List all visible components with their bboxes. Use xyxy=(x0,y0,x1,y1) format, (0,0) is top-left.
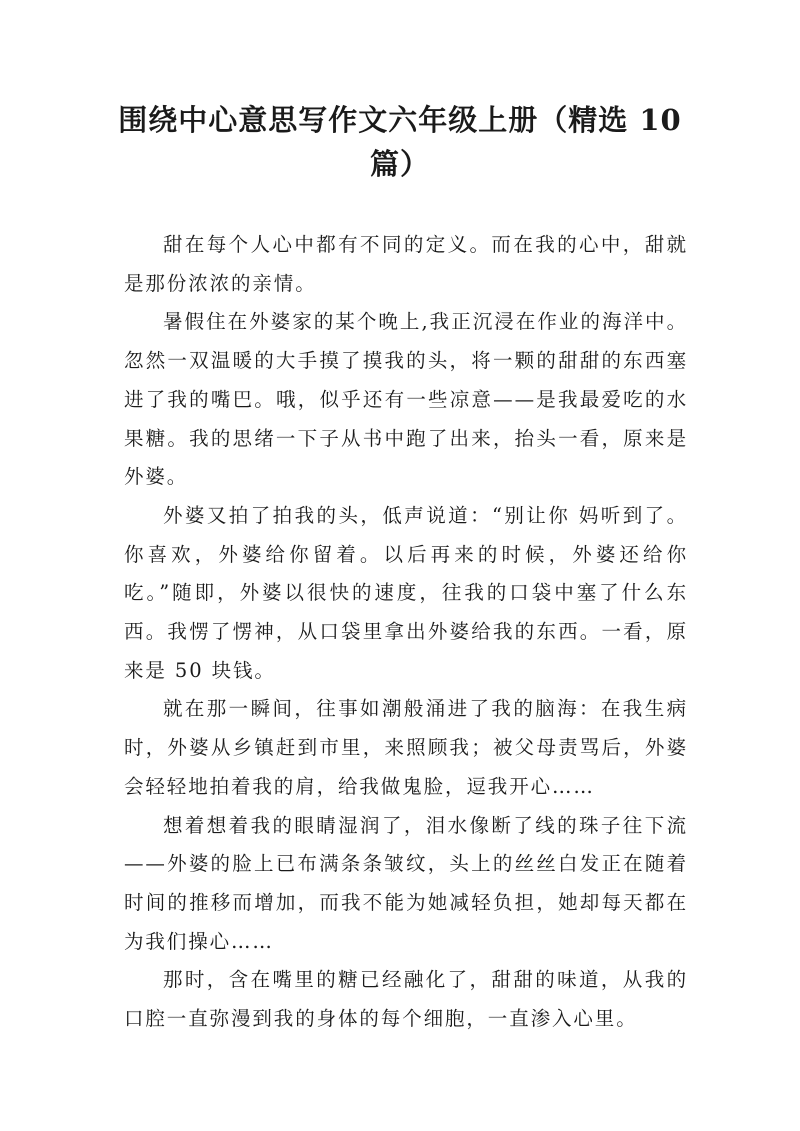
paragraph-5: 想着想着我的眼睛湿润了，泪水像断了线的珠子往下流——外婆的脸上已布满条条皱纹，头上的丝丝白发正在随着时间的推移而增加，而我不能为她减轻负担，她却每天都在为我们操心…… xyxy=(124,813,688,953)
document-body xyxy=(124,226,688,1039)
paragraph-2: 暑假住在外婆家的某个晚上,我正沉浸在作业的海洋中。忽然一双温暖的大手摸了摸我的头，将一颗的甜甜的东西塞进了我的嘴巴。哦，似乎还有一些凉意——是我最爱吃的水果糖。我的思绪一下子从书中跑了出来，抬头一看，原来是外婆。 xyxy=(124,310,688,489)
paragraph-1: 甜在每个人心中都有不同的定义。而在我的心中，甜就是那份浓浓的亲情。 xyxy=(124,233,688,295)
paragraph-4: 就在那一瞬间，往事如潮般涌进了我的脑海：在我生病时，外婆从乡镇赶到市里，来照顾我；被父母责骂后，外婆会轻轻地拍着我的肩，给我做鬼脸，逗我开心…… xyxy=(124,697,688,798)
paragraph-3: 外婆又拍了拍我的头，低声说道：“别让你 妈听到了。你喜欢，外婆给你留着。以后再来的时候，外婆还给你吃。”随即，外婆以很快的速度，往我的口袋中塞了什么东西。我愣了愣神，从口袋里拿出外婆给我的东西。一看，原来是 50 块钱。 xyxy=(124,503,688,682)
paragraph-6: 那时，含在嘴里的糖已经融化了，甜甜的味道，从我的口腔一直弥漫到我的身体的每个细胞，一直渗入心里。 xyxy=(124,968,688,1031)
document-title: 围绕中心意思写作文六年级上册（精选 10 篇） xyxy=(118,103,682,181)
